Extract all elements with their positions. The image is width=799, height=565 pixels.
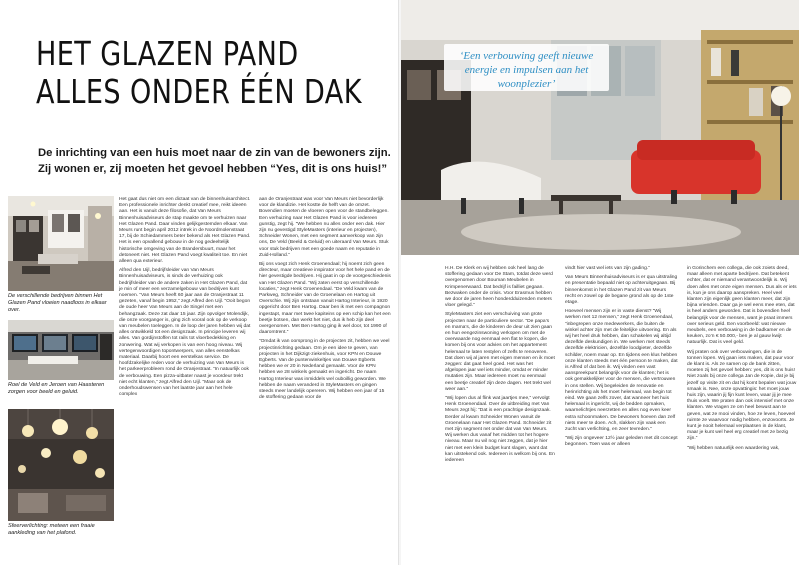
living-room-photo	[401, 0, 799, 255]
audio-video-photo	[8, 320, 114, 380]
lighting-photo	[8, 409, 114, 521]
text-column-1	[119, 197, 251, 402]
paragraph: Alfred den Uijl, bedrijfsleider van Van Meurs Binnenhuisadviseurs, is sinds de verhuizing ook bedrijfsleider van de andere zaken in Het Glazen Pand, dat je min of meer een verzamelgebouw van bedrijven kunt noemen. “Van Meurs heeft 60 jaar aan de Oranjestraat 11 gezeten, vanaf begin 1952,” zegt Alfred den Uijl. “Ooit begon de oude heer Van Meurs aan de Singel met een behangzaak. Deze zat daar 15 jaar. Zijn opvolger Molendijk, die onze voorganger is, ging zich vooral ook op de verkoop van meubelen toeleggen. In de loop der jaren hebben wij dat alles ontwikkeld tot een designzaak. In principe leveren wij alles. Van gordijnstoffen tot rails tot vloerbedekking en zonwering. Wat wij verkopen is van een hoog niveau. Wij vertegenwoordigen topontwerpers, van alles eenstelkas materiaal. Daarbij hoort een eerstelkas service. De hoofdzakelijke reden voor de verhuizing van Van Meurs is het parkeerprobleem rond de Oranjestraat. “In natuurlijk ook de verbouwing. Een pizza-uitbater naast je voordeur trekt niet echt klanten,” zegt Alfred den Uijl. “Maar ook de onderhoudswensen van het laatste jaar aan het hele complex	[119, 268, 251, 398]
paragraph: in Gorinchem een collega, die ook zoiets deed, maar alleen met aparte bedrijven. Dat betekent echter, dat er niemand verantwoordelijk is. Wij doen alles met onze eigen mensen. Dus als er iets is, kun je ons daarop aanspreken. Heel veel klanten zijn eigenlijk geen klanten meer, dat zijn bijna vrienden. Daar ga je wel eens mee eten, dat is heel anders geworden. Dat is bovendien heel belangrijk voor de mensen, want je praat immers over serieus geld. Een voorbeeld: wat nieuwe meubels, een verbouwing in de badkamer en de keuken, zo’n € 50.000,- ben je al gauw kwijt natuurlijk. Dat is veel geld.	[687, 266, 797, 346]
paragraph: H.H. De Klerk en wij hebben ook heel lang de stoffering gedaan voor De Stam, totdat deze werd overgenomen door Bouman Meubelen in Krimpenerwaard. Dat bedrijf is failliet gegaan. Bezwaken onder de crisis. Voor Erasmus hebben we door de jaren heen honderdduizenden meters vloer gelegd.”	[445, 266, 553, 309]
paragraph: StyleMasters ziet een verschuiving van grote projecten naar de particuliere sector. “De papa’s en mama’s, die de kinderen de deur uit zien gaan en hun eengezinswoning verkopen om met de overwaarde nog eenmaal een flat te kopen, die komen bij ons voor advies om het appartement helemaal te laten restylen of zelfs te renoveren. Dat doen wij al jaren met eigen mensen en ik moet zeggen: dat gaat heel goed. Het was het afgelopen jaar wel iets minder, omdat er minder mutaties zijn. Maar iedereen moet nu eenmaal een beetje creatief zijn deze dagen. Het trekt wel weer aan.”	[445, 312, 555, 392]
left-page	[0, 0, 399, 565]
paragraph: “Wij lopen dus al flink wat jaartjes mee,” vervolgt Henk Groenendaal. Over de uitbreiding met Van Meurs zegt hij: “Dat is een prachtige designzaak. Eerder al kwam Schneider Wonen vanuit de Groenelaan naar Het Glazen Pand. Schneider zit met zijn segment net onder dat van Van Meurs. Wij werken dus vanaf het midden tot het hogere niveau. Maar nu wil nog niet zeggen, dat je hier niet met een klein budget kunt slagen, want dat kan uitstekend ook. Iedereen is welkom bij ons. En iedereen	[445, 396, 555, 464]
headline	[36, 35, 386, 111]
intro-text: De inrichting van een huis moet naar de zin van de bewoners zijn. Zij wonen er, zij moeten het gevoel hebben “Yes, dit is ons huis!”	[38, 147, 391, 175]
caption-audio-video: Roel de Veld en Jeroen van Haasteren zorgen voor beeld en geluid.	[8, 382, 105, 395]
right-page	[401, 0, 799, 565]
paragraph: Bij ons voegt zich Henk Groenendaal; hij noemt zich geen directeur, maar creatieve inspirator voor het hele pand en de hier gevestigde bedrijven. Hij gaat in op de voorgeschiedenis van Het Glazen Pand. “Wij zaten eerst op verschillende locaties,” zegt Henk Groenendaal. “De Veld kwam van de Parkweg, Schneider van de Groenelaan en Hartog uit Overschie. Wij zijn ontstaan vanuit Hartog Interieur, in 1920 opgericht door Ben Hartog. Daar ben ik met een compagnon ingestapt, maar met twee kapiteins op een schip kan het een beetje botsen, dan werkt het niet, dus ik heb zijn deel overgenomen. Met Ben Hartog ging ik wel door, tot 1990 of daaromtrent.”	[259, 262, 391, 336]
pull-quote	[444, 44, 609, 91]
text-column-5	[687, 266, 797, 455]
showroom-photo	[8, 196, 114, 291]
headline-line-1: HET GLAZEN PAND	[36, 34, 299, 73]
paragraph: “Omdat ik van oorsprong in de projecten zit, hebben we veel projectinrichting gedaan. Om je een idee te geven, van projecten in het Dijkzigt-ziekenhuis, voor KPN en Douwe Egberts. Van de puntenwinkeltjes van Douwe Egberts hebben we er 20 in Nederland gemaakt. Voor de KPN hebben we 28 winkels gemaakt en ingericht. De naam Hartog Interieur was inmiddels wel ouboillig geworden. We hebben de naam veranderd in StyleMasters en gingen steeds meer landelijk opereren. Wij hebben een jaar of 15 de stoffering gedaan voor de	[259, 339, 390, 401]
paragraph: “Wij zijn ongeveer 12½ jaar geleden met dit concept begonnen. Toen was er alleen	[565, 436, 678, 448]
paragraph: Wij praten ook over verbouwingen, die in de tonnen lopen. Wij gaan iets maken, dat puur voor de klant is. Als ze samen op de bank zitten, moeten zij het gevoel hebben: yes, dit is ons huis! Niet zoals bij onze collega Jan de Kopie, dat je bij jezelf op visite zit en dat hij komt bepalen wat jouw smaak is. Nee, onze opvattingis: het moet jouw huis zijn, waarin jij fijn kunt leven, waar jij je mee thuis voelt. We praten dan ook intensief met onze klanten. We vragen ze om heel bewust aan te geven, wat ze mooi vinden, hoe ze leven, hoeveel ruimte ze waarvoor nodig hebben, enzovoorts. Je kunt je nooit helemaal verplaatsen in de klant, maar je kunt wel heel erg creatief met ze bezig zijn.”	[687, 349, 797, 442]
headline-line-2: ALLES ONDER ÉÉN DAK	[36, 72, 362, 111]
paragraph: aan de Oranjestraat was voor Van Meurs niet bevorderlijk voor de klandizie. Het kostte de helft van de omzet. Bovendien moeten de vloeren open voor de standbeleggen. Een verhuizing naar Het Glazen Pand is voor iedereen gunstig, zegt hij. “We hebben nu alles onder een dak. Hier zijn nu gevestigd StyleMasters (interieur en projecten), Schneider Wonen, met een segment aanverkoop van zijn ons, De Veld (Beeld & Geluid) en uiteraard Van Meurs. Stuk voor stuk bedrijven met een goede naam en reputatie in Zuid-Holland.”	[259, 197, 389, 258]
paragraph: vindt hier vast wel iets van zijn gading.”	[565, 266, 650, 271]
text-column-4	[565, 266, 678, 452]
caption-showroom: De verschillende bedrijven binnen Het Glazen Pand vloeien naadloos in elkaar over.	[8, 293, 107, 313]
paragraph: “Wij hebben natuurlijk een waardering vak,	[687, 445, 780, 451]
text-column-3	[445, 266, 555, 467]
paragraph: Van Meurs Binnenhuisadviseurs is er qua uitstraling en presentatie bepaald niet op achteruitgegaan. Bij binnenkomst in het Glazen Pand zit van Meurs recht en zowel op de begane grond als op de 1ste etage.	[565, 275, 678, 306]
paragraph: Het gaat dus niet om een dictaat van de binnenhuisarchitect. Een professionele inrichter denkt creatief mee, reikt ideeën aan. Het is vanuit deze filosofie, dat Van Meurs Binnenhuisadviseurs de stap maakte om te verhuizen naar Het Glazen Pand. Daar vinden gelijkgestemden elkaar. Van Meurs runt begin april 2012 intrek in de Noordmolenstraat 17, bij de Schiedammers beter bekend als Het Glazen Pand. Het is een opvallend gebouw in de nog gedeeltelijk historische omgeving van de Brandersbuurt, maar het detoneert niet. Het Glazen Pand voegt kwaliteit toe. En niet alleen qua exterieur.	[119, 197, 251, 265]
paragraph: Hoeveel mensen zijn er in vaste dienst? “Wij werken met 12 mensen,” zegt Henk Groenendaal, “inbegrepen onze medewerkers, die buiten de winkel achter zijn met de feitelijke uitvoering. En als wij het heel druk hebben, dan schakelen wij altijd dezelfde deskundigen in. We werken met steeds dezelfde elektricien, dezelfde loodgieter, dezelfde schilder, noem maar op. En tijdens een klus hebben onze klanten steeds met één persoon te maken, dat is Alfred of dat ben ik. Wij vinden een vast aanspreekpunt belangrijk voor de klanten; het is ook gemakkelijker voor de mensen, die vertrouwen in ons stellen. Wij begeleiden de renovatie en herinrichting als het moet helemaal, van begin tot eind. We gaan zelfs zover, dat wanneer het huis helemaal is ingericht, wij de bedden opmaken, waarnelichtjes neerzetten en alles nog even keer extra schoonmaken. De bewoners hoeven dan zelf niets meer te doen. Ach, slakken zijn vaak een zucht van verlichting, en zeer tevreden.”	[565, 309, 678, 433]
text-column-2	[259, 197, 391, 405]
pull-quote-text: ‘Een verbouwing geeft nieuwe energie en impulsen aan het woonplezier’	[459, 50, 594, 90]
caption-lighting: Sfeerverlichting: meteen een fraaie aankleding van het plafond.	[8, 523, 95, 536]
